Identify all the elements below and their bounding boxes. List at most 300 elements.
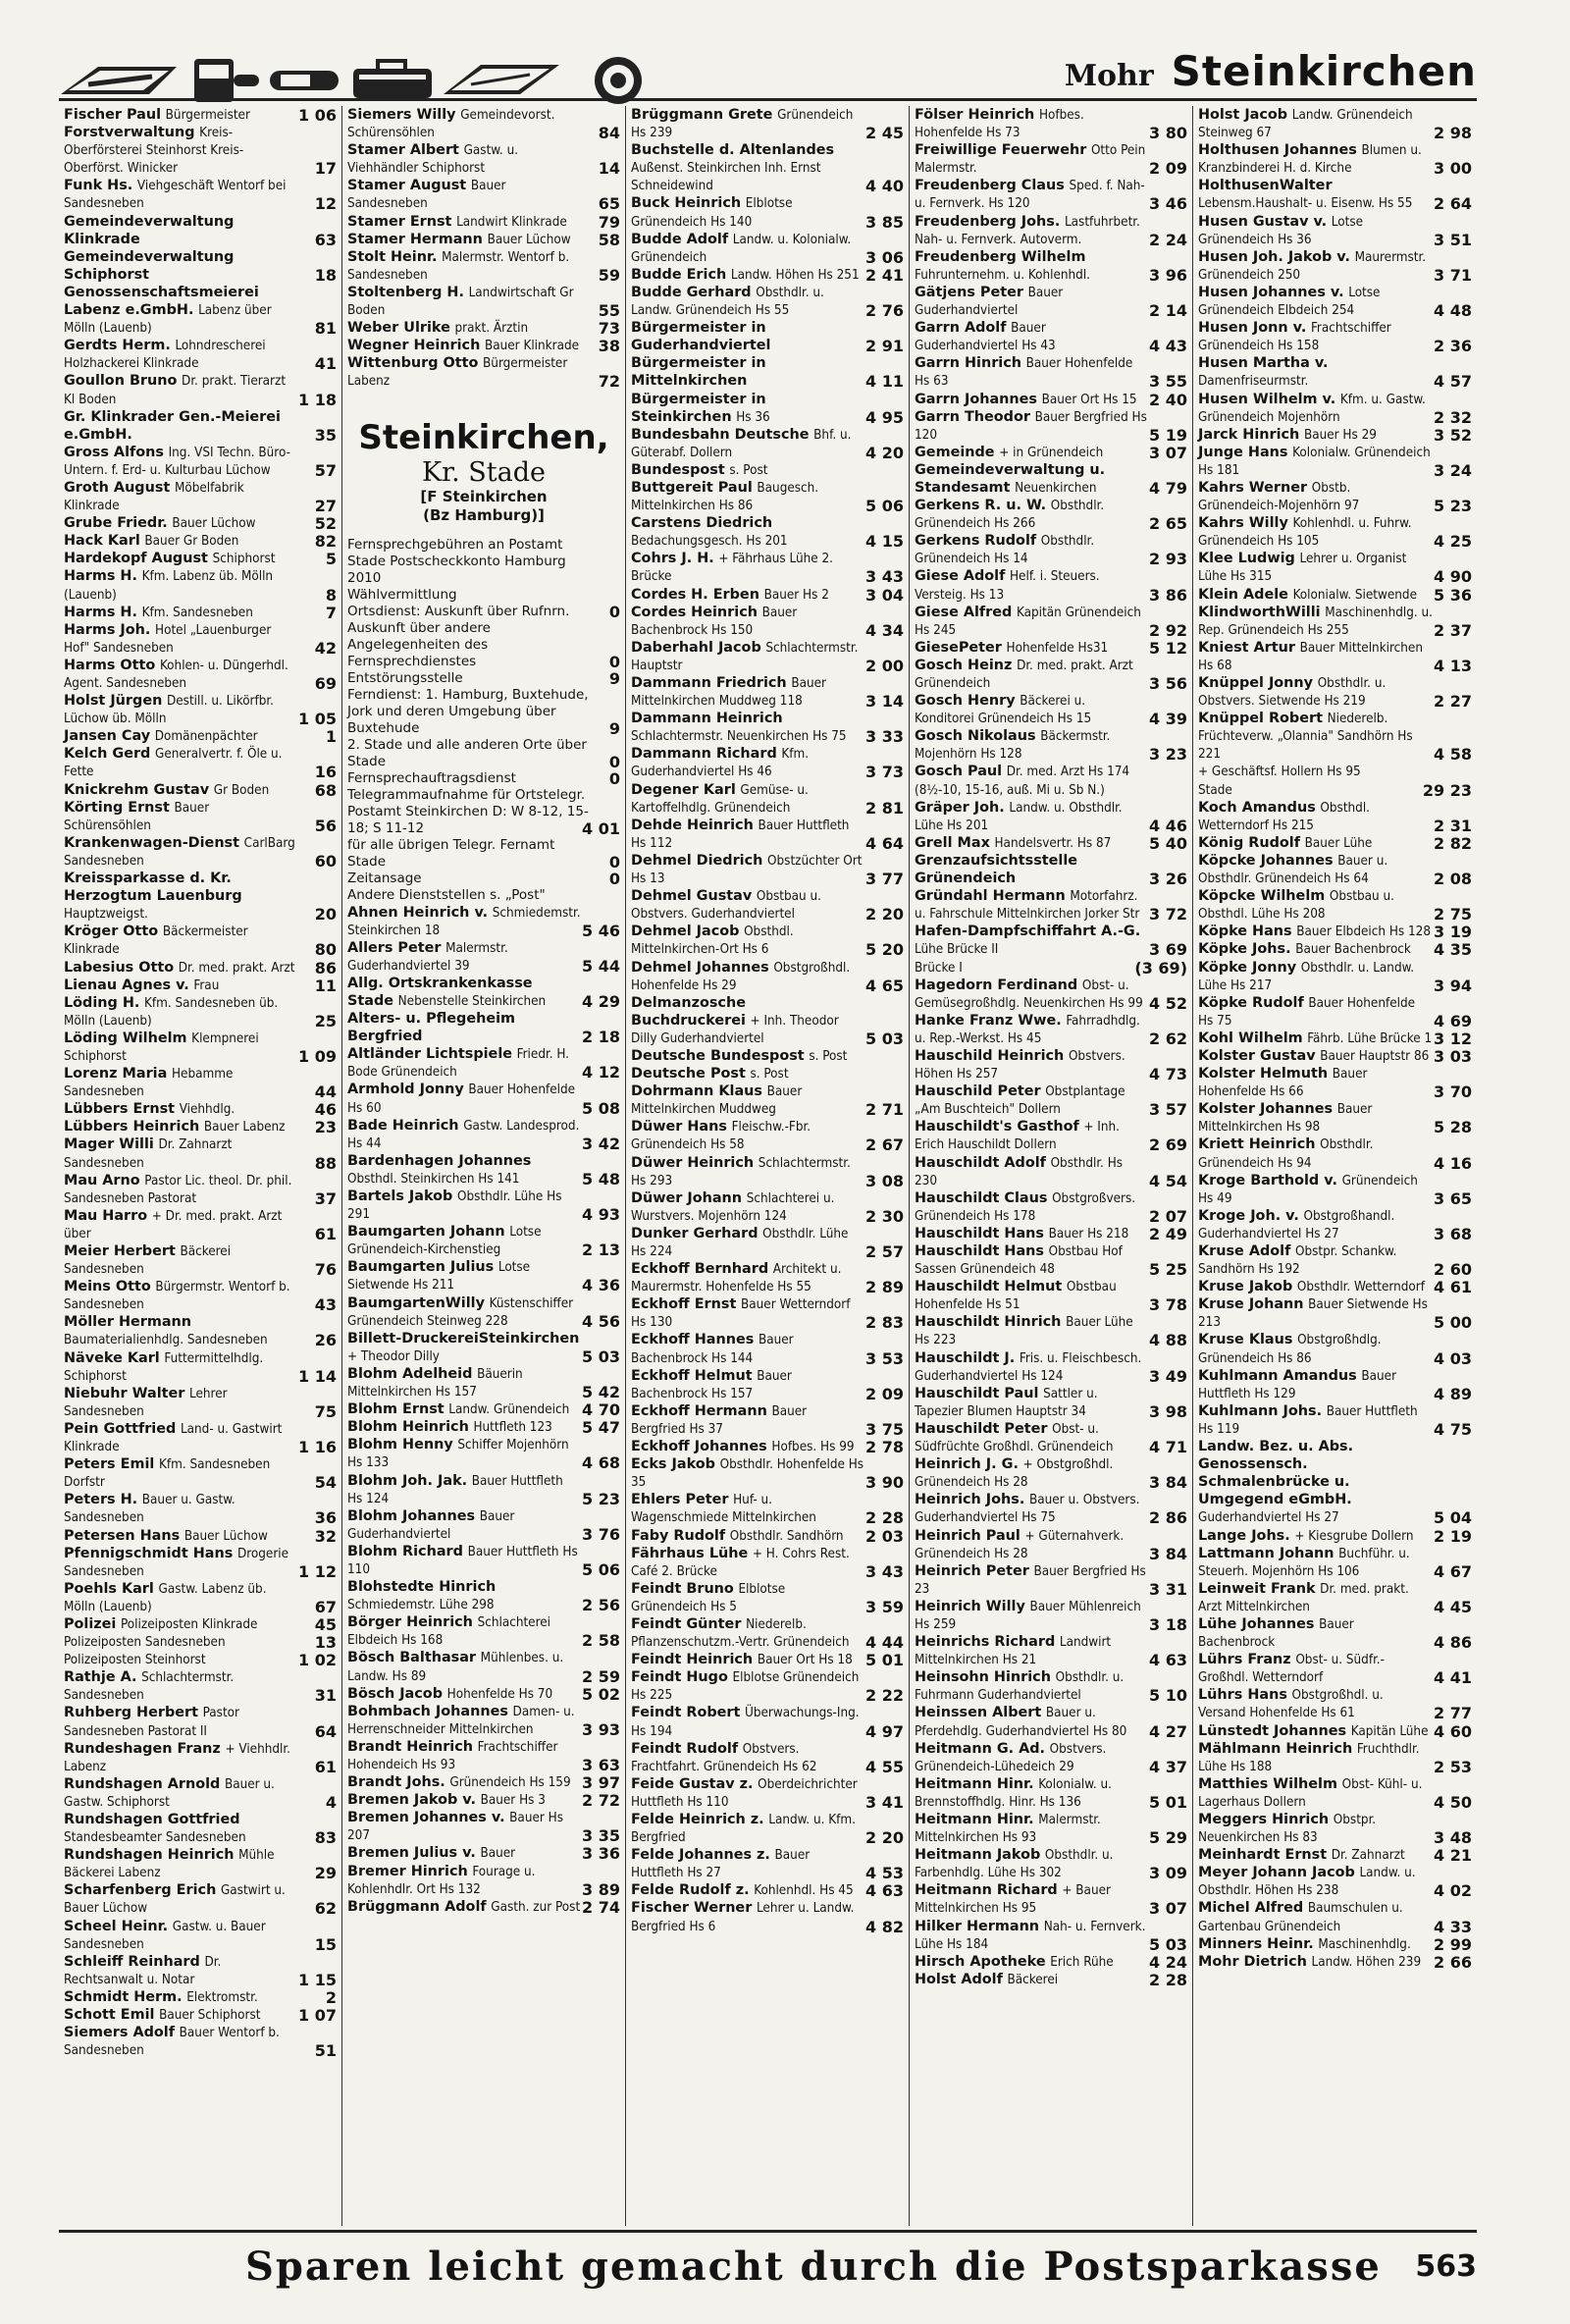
phone-number: 2 77 xyxy=(1434,1704,1472,1723)
entry-name: KlindworthWilli xyxy=(1198,604,1321,620)
directory-entry xyxy=(347,1330,620,1365)
entry-details: Schlachtermstr. Neuenkirchen Hs 75 xyxy=(631,729,847,745)
header-rule xyxy=(59,98,1477,101)
entry-name: Eckhoff Hermann xyxy=(631,1402,767,1419)
phone-number: 4 25 xyxy=(1434,532,1472,552)
entry-name: Heinrich Johs. xyxy=(915,1492,1025,1508)
entry-name: Hauschildt Hans xyxy=(915,1243,1044,1259)
phone-number: 2 19 xyxy=(1434,1526,1472,1546)
entry-name: Peters H. xyxy=(64,1492,138,1508)
phone-number: 2 69 xyxy=(1149,1136,1187,1155)
entry-details: Elblotse Grünendeich Hs 225 xyxy=(631,1670,860,1704)
directory-entry xyxy=(1198,141,1472,177)
entry-details: Kohlen- u. Düngerhdl. Agent. Sandesneben xyxy=(64,658,288,691)
directory-entry xyxy=(64,1136,337,1171)
directory-entry xyxy=(64,2006,337,2024)
column-5 xyxy=(1193,106,1477,2226)
phone-number: 45 xyxy=(314,1614,337,1634)
entry-details: Klempnerei Schiphorst xyxy=(64,1030,259,1064)
entry-name: Hauschild Peter xyxy=(915,1083,1041,1100)
service-info-text: Ortsdienst: Auskunft über Rufnrn. xyxy=(347,603,570,619)
directory-entry xyxy=(64,1030,337,1065)
entry-details: Lehrer u. Landw. Bergfried Hs 6 xyxy=(631,1901,855,1934)
directory-entry xyxy=(915,657,1187,692)
entry-name: Baumgarten Johann xyxy=(347,1224,505,1241)
entry-details: Bauer Hs 2 xyxy=(763,587,829,603)
directory-entry xyxy=(1198,1811,1472,1846)
entry-details: Bäckermstr. Mojenhörn Hs 128 xyxy=(915,729,1111,763)
phone-number: 3 00 xyxy=(1434,159,1472,179)
entry-details: Obstgroßvers. Grünendeich Hs 178 xyxy=(915,1190,1136,1224)
phone-number: 4 33 xyxy=(1434,1917,1472,1936)
phone-number: 4 21 xyxy=(1434,1846,1472,1866)
entry-name: Alters- u. Pflegeheim Bergfried xyxy=(347,1011,516,1045)
directory-entry xyxy=(64,1918,337,1953)
directory-entry xyxy=(347,106,620,141)
entry-name: Allers Peter xyxy=(347,939,442,956)
phone-number: 4 89 xyxy=(1434,1384,1472,1403)
entry-details: Bauer Huttfleth Hs 110 xyxy=(347,1544,578,1577)
entry-details: Brücke I xyxy=(915,960,963,976)
directory-entry xyxy=(631,1527,904,1545)
directory-entry xyxy=(347,284,620,319)
phone-number: 4 45 xyxy=(1434,1597,1472,1616)
directory-entry xyxy=(915,834,1187,852)
entry-name: Meggers Hinrich xyxy=(1198,1812,1330,1827)
directory-entry xyxy=(631,1899,904,1934)
entry-name: Degener Karl xyxy=(631,781,736,798)
entry-details: Nebenstelle Steinkirchen xyxy=(397,993,547,1009)
entry-name: Dehmel Jacob xyxy=(631,924,740,940)
entry-details: Bauer xyxy=(480,1846,516,1862)
entry-details: Neuenkirchen xyxy=(1015,480,1097,496)
phone-number: 3 41 xyxy=(865,1792,904,1812)
directory-entry xyxy=(1198,1935,1472,1953)
entry-details: + H. Cohrs Rest. Café 2. Brücke xyxy=(631,1546,850,1579)
phone-number: 73 xyxy=(598,319,620,339)
phone-number: 2 09 xyxy=(1149,159,1187,179)
directory-entry xyxy=(347,1117,620,1152)
entry-details: Hohenfelde Hs 70 xyxy=(446,1686,553,1702)
entry-details: Drogerie Sandesneben xyxy=(64,1546,289,1579)
entry-details: Dr. med. prakt. Arzt Mittelnkirchen xyxy=(1198,1581,1409,1614)
entry-name: Lattmann Johann xyxy=(1198,1545,1334,1561)
entry-details: Obsthdl. Steinkirchen Hs 141 xyxy=(347,1171,520,1187)
phone-number: 4 90 xyxy=(1434,567,1472,587)
entry-details: Bauer Mühlenreich Hs 259 xyxy=(915,1599,1141,1632)
running-head xyxy=(1065,47,1477,95)
directory-entry xyxy=(347,1773,620,1791)
phone-number: 4 34 xyxy=(865,620,904,640)
phone-number: 2 31 xyxy=(1434,816,1472,835)
phone-number: 61 xyxy=(314,1224,337,1243)
phone-number: 64 xyxy=(314,1721,337,1741)
entry-details: Obstgroßhdlg. Grünendeich Hs 86 xyxy=(1198,1333,1382,1366)
directory-entry xyxy=(631,391,904,426)
phone-number: 4 37 xyxy=(1149,1757,1187,1776)
entry-name: Feide Gustav z. xyxy=(631,1775,754,1792)
directory-entry xyxy=(347,141,620,177)
phone-number: 4 63 xyxy=(865,1881,904,1901)
entry-name: Gross Alfons xyxy=(64,444,164,460)
directory-entry xyxy=(631,1225,904,1260)
entry-name: Dammann Richard xyxy=(631,746,777,763)
phone-number: 2 41 xyxy=(865,265,904,285)
directory-entry xyxy=(631,887,904,923)
entry-details: Landwirtschaft Gr Boden xyxy=(347,285,574,319)
directory-entry xyxy=(915,1047,1187,1083)
entry-details: Polizeiposten Klinkrade xyxy=(121,1616,258,1632)
entry-details: Architekt u. Maurermstr. Hohenfelde Hs 55 xyxy=(631,1262,842,1295)
directory-entry xyxy=(915,639,1187,657)
phone-number: 3 84 xyxy=(1149,1544,1187,1563)
directory-entry xyxy=(1198,1100,1472,1136)
phone-number: 5 03 xyxy=(1149,1934,1187,1954)
directory-entry xyxy=(1198,1065,1472,1100)
entry-details: Obsthdlr. Grünendeich Hs 14 xyxy=(915,534,1095,567)
directory-entry xyxy=(347,319,620,337)
entry-name: Freiwillige Feuerwehr xyxy=(915,142,1087,159)
phone-number: 54 xyxy=(314,1473,337,1493)
phone-number: 2 30 xyxy=(865,1206,904,1226)
entry-name: Knickrehm Gustav xyxy=(64,781,210,798)
directory-entry xyxy=(1198,1527,1472,1545)
entry-details: Bauer Hs 29 xyxy=(1303,427,1377,443)
directory-entry xyxy=(64,444,337,479)
entry-details: Lotse Sietwende Hs 211 xyxy=(347,1260,531,1294)
directory-entry xyxy=(631,514,904,550)
entry-details: Bauer Hohenfelde Hs 66 xyxy=(1198,1067,1368,1100)
directory-entry xyxy=(347,904,620,939)
phone-number: 2 76 xyxy=(865,301,904,321)
phone-number: 56 xyxy=(314,816,337,835)
phone-number: 1 xyxy=(325,727,337,747)
directory-entry xyxy=(64,1172,337,1207)
entry-name: Hirsch Apotheke xyxy=(915,1953,1046,1970)
entry-details: Bauer Hs 207 xyxy=(347,1811,563,1844)
phone-number: 4 58 xyxy=(1434,745,1472,765)
phone-number: 5 xyxy=(325,550,337,569)
entry-name: Lührs Franz xyxy=(1198,1652,1291,1668)
directory-entry xyxy=(915,604,1187,639)
entry-details: Kfm. Guderhandviertel Hs 46 xyxy=(631,747,810,780)
entry-details: Schlachtermstr. Sandesneben xyxy=(64,1670,235,1704)
entry-name: Dohrmann Klaus xyxy=(631,1083,762,1100)
entry-name: Cordes H. Erben xyxy=(631,586,759,603)
phone-number: 2 82 xyxy=(1434,833,1472,853)
entry-details: Bedachungsgesch. Hs 201 xyxy=(631,534,788,550)
phone-number: 4 46 xyxy=(1149,816,1187,835)
service-info-line xyxy=(347,770,620,787)
directory-entry xyxy=(915,444,1187,461)
service-info-text: 2. Stade und alle anderen Orte über Stade xyxy=(347,736,587,769)
entry-details: Hs 36 xyxy=(736,409,770,425)
entry-name: Gerdts Herm. xyxy=(64,338,171,354)
directory-entry xyxy=(915,1313,1187,1348)
phone-number: 1 06 xyxy=(298,106,337,125)
entry-name: Dammann Heinrich xyxy=(631,711,783,727)
entry-name: Deutsche Post xyxy=(631,1066,746,1083)
entry-name: Grenzaufsichtsstelle Grünendeich xyxy=(915,852,1078,887)
entry-details: Bauer Lüchow xyxy=(487,232,571,247)
entry-details: Kolonialw. Sietwende xyxy=(1292,587,1417,603)
phone-number: 4 41 xyxy=(1434,1668,1472,1688)
logo-seal-icon xyxy=(595,57,642,104)
entry-name: Brüggmann Adolf xyxy=(347,1898,487,1915)
entry-name: Heitmann Hinr. xyxy=(915,1812,1034,1827)
directory-entry xyxy=(631,1438,904,1455)
directory-entry xyxy=(631,586,904,604)
phone-number: 2 93 xyxy=(1149,550,1187,569)
entry-name: Husen Wilhelm v. xyxy=(1198,391,1336,407)
directory-entry xyxy=(64,1455,337,1491)
directory-entry xyxy=(347,213,620,231)
phone-number: 4 65 xyxy=(865,976,904,995)
entry-details: Obstzüchter Ort Hs 13 xyxy=(631,853,863,887)
entry-name: Mager Willi xyxy=(64,1136,154,1153)
directory-entry xyxy=(631,550,904,585)
entry-details: Bauer Guderhandviertel xyxy=(915,285,1064,319)
directory-entry xyxy=(1198,710,1472,763)
directory-entry xyxy=(631,1154,904,1189)
entry-details: Lohndrescherei Holzhackerei Klinkrade xyxy=(64,339,266,372)
phone-number: 3 86 xyxy=(1149,585,1187,605)
service-info-text: Fernsprechauftragsdienst xyxy=(347,769,516,786)
entry-details: Bauer Lühe xyxy=(1304,835,1373,851)
phone-number: 2 20 xyxy=(865,1828,904,1848)
entry-details: prakt. Ärztin xyxy=(454,321,529,337)
directory-entry xyxy=(1198,1740,1472,1775)
directory-entry xyxy=(347,1258,620,1294)
phone-number: 43 xyxy=(314,1295,337,1315)
entry-details: s. Post xyxy=(729,462,768,478)
entry-name: Grell Max xyxy=(915,834,990,851)
directory-entry xyxy=(347,1738,620,1773)
entry-details: Landw. Grünendeich Steinweg 67 xyxy=(1198,108,1413,141)
entry-name: Bürgermeister in Mittelnkirchen xyxy=(631,355,766,390)
entry-name: Klee Ludwig xyxy=(1198,551,1295,567)
phone-number: 5 47 xyxy=(582,1418,620,1438)
entry-name: Bartels Jakob xyxy=(347,1188,453,1204)
phone-number: 2 66 xyxy=(1434,1952,1472,1972)
entry-name: Bade Heinrich xyxy=(347,1117,459,1134)
entry-details: Gastwirt u. Bauer Lüchow xyxy=(64,1883,286,1917)
phone-number: 3 48 xyxy=(1434,1828,1472,1848)
entry-details: Bauer u. Pferdehdlg. Guderhandviertel Hs 80 xyxy=(915,1706,1127,1739)
directory-entry xyxy=(64,248,337,284)
directory-entry xyxy=(1198,106,1472,141)
directory-entry xyxy=(631,994,904,1047)
directory-entry xyxy=(915,567,1187,603)
entry-details: Gastw. u. Bauer Sandesneben xyxy=(64,1919,266,1952)
directory-entry xyxy=(1198,248,1472,284)
phone-number: 2 67 xyxy=(865,1136,904,1155)
directory-entry xyxy=(64,1651,337,1668)
entry-name: Koch Amandus xyxy=(1198,799,1316,816)
entry-details: Bäuerin Mittelnkirchen Hs 157 xyxy=(347,1366,523,1400)
entry-details: Kapitän Lühe xyxy=(1350,1723,1429,1739)
entry-name: Bremen Johannes v. xyxy=(347,1810,505,1826)
phone-number: 2 24 xyxy=(1149,230,1187,249)
entry-name: Eckhoff Hannes xyxy=(631,1332,755,1348)
directory-entry xyxy=(631,817,904,852)
entry-details: Obstvers. Frachtfahrt. Grünendeich Hs 62 xyxy=(631,1741,817,1774)
directory-entry xyxy=(64,657,337,692)
directory-entry xyxy=(915,923,1187,958)
phone-number: 3 63 xyxy=(582,1756,620,1774)
phone-number: 3 42 xyxy=(582,1134,620,1153)
directory-entry xyxy=(347,1365,620,1400)
entry-name: Hauschildt Paul xyxy=(915,1385,1039,1401)
phone-number: 4 63 xyxy=(1149,1651,1187,1670)
entry-details: Labenz über Mölln (Lauenb) xyxy=(64,303,272,337)
phone-number: 2 57 xyxy=(865,1242,904,1261)
directory-entry xyxy=(915,852,1187,887)
directory-entry xyxy=(64,604,337,621)
entry-name: Holst Adolf xyxy=(915,1971,1003,1987)
directory-entry xyxy=(915,1740,1187,1775)
directory-entry xyxy=(915,1598,1187,1633)
directory-entry xyxy=(64,727,337,745)
phone-number: 2 32 xyxy=(1434,407,1472,427)
directory-entry xyxy=(347,1844,620,1862)
directory-entry xyxy=(915,141,1187,177)
entry-name: Krankenwagen-Dienst xyxy=(64,834,240,851)
directory-entry xyxy=(64,745,337,780)
entry-name: Heitmann Jakob xyxy=(915,1847,1041,1864)
entry-name: Hilker Hermann xyxy=(915,1918,1040,1934)
directory-entry xyxy=(1198,1295,1472,1331)
phone-number: 4 20 xyxy=(865,443,904,462)
directory-entry xyxy=(915,408,1187,444)
directory-entry xyxy=(347,1045,620,1081)
entry-name: Bösch Balthasar xyxy=(347,1650,477,1666)
directory-entry xyxy=(64,177,337,212)
directory-entry xyxy=(64,1313,337,1348)
entry-details: Schmiedemstr. Steinkirchen 18 xyxy=(347,905,581,938)
directory-entry xyxy=(347,1809,620,1844)
directory-entry xyxy=(915,1704,1187,1739)
directory-entry xyxy=(1198,586,1472,604)
directory-entry xyxy=(915,284,1187,319)
entry-name: Gätjens Peter xyxy=(915,284,1023,300)
entry-name: Meinhardt Ernst xyxy=(1198,1847,1328,1864)
entry-details: Elblotse Grünendeich Hs 5 xyxy=(631,1581,786,1614)
entry-name: Freudenberg Johs. xyxy=(915,213,1061,230)
phone-number: 79 xyxy=(598,212,620,232)
phone-number: 8 xyxy=(325,585,337,605)
entry-name: Baumgarten Julius xyxy=(347,1259,495,1276)
directory-entry xyxy=(915,1918,1187,1953)
phone-number: 29 23 xyxy=(1422,780,1472,800)
phone-number: 2 08 xyxy=(1434,870,1472,889)
section-postal-note: (Bz Hamburg)] xyxy=(423,505,545,524)
phone-number: 5 48 xyxy=(582,1169,620,1188)
entry-name: Feindt Bruno xyxy=(631,1580,734,1597)
entry-name: Rundeshagen Franz xyxy=(64,1740,221,1757)
entry-name: Fischer Werner xyxy=(631,1900,753,1917)
directory-entry xyxy=(631,1491,904,1526)
entry-details: Obsthdl. Wetterndorf Hs 215 xyxy=(1198,800,1371,833)
entry-details: Landw. Grünendeich xyxy=(448,1402,570,1418)
entry-details: + Theodor Dilly xyxy=(347,1348,440,1364)
directory-entry xyxy=(64,1740,337,1775)
entry-details: Damenfriseurmstr. xyxy=(1198,374,1309,390)
phone-number: 4 54 xyxy=(1149,1171,1187,1190)
entry-name: Schleiff Reinhard xyxy=(64,1953,200,1970)
entry-details: Bauer Schiphorst xyxy=(159,2008,261,2024)
entry-details: Bauer Labenz xyxy=(203,1120,286,1136)
entry-details: Küstenschiffer Grünendeich Steinweg 228 xyxy=(347,1295,574,1329)
entry-name: Köpke Jonny xyxy=(1198,959,1297,976)
column-2 xyxy=(342,106,626,2226)
entry-name: Feindt Rudolf xyxy=(631,1740,739,1757)
phone-number: 3 49 xyxy=(1149,1366,1187,1386)
entry-details: Baumschulen u. Gartenbau Grünendeich xyxy=(1198,1901,1403,1934)
service-info-line xyxy=(347,737,620,770)
phone-number: 2 36 xyxy=(1434,337,1472,356)
entry-name: Labesius Otto xyxy=(64,959,175,976)
phone-number: 2 99 xyxy=(1434,1934,1472,1954)
phone-number: 5 46 xyxy=(582,921,620,940)
phone-number: 46 xyxy=(314,1100,337,1120)
entry-details: Bauer Wetterndorf Hs 130 xyxy=(631,1297,851,1331)
directory-entry xyxy=(64,532,337,550)
directory-entry xyxy=(64,994,337,1030)
entry-name: Ehlers Peter xyxy=(631,1492,729,1508)
phone-number: 4 16 xyxy=(1434,1153,1472,1173)
phone-number: 4 03 xyxy=(1434,1348,1472,1368)
phone-number: 3 59 xyxy=(865,1597,904,1616)
entry-details: Lotse Grünendeich Hs 36 xyxy=(1198,214,1364,247)
directory-entry xyxy=(1198,319,1472,354)
pencil-icon xyxy=(61,67,177,94)
phone-number: 4 73 xyxy=(1149,1065,1187,1084)
entry-details: Dr. Zahnarzt Sandesneben xyxy=(64,1137,233,1171)
directory-entry xyxy=(631,1615,904,1651)
entry-details: Bauer Huttfleth Hs 27 xyxy=(631,1848,811,1881)
phone-number: 2 13 xyxy=(582,1241,620,1260)
entry-details: Bauer Bergfried Hs 120 xyxy=(915,409,1147,443)
entry-name: Blohm Heinrich xyxy=(347,1419,469,1436)
service-info-text: Auskunft über andere Angelegenheiten des Fernsprechdienstes xyxy=(347,619,491,669)
phone-number: 7 xyxy=(325,603,337,622)
service-info-line xyxy=(347,604,620,620)
entry-name: Husen Joh. Jakob v. xyxy=(1198,248,1350,265)
entry-details: Stade xyxy=(1198,782,1232,798)
entry-name: Düwer Johann xyxy=(631,1189,743,1206)
directory-entry xyxy=(915,213,1187,248)
entry-name: Delmanzosche Buchdruckerei xyxy=(631,994,746,1029)
entry-name: Fährhaus Lühe xyxy=(631,1545,749,1561)
entry-details: Obsthdlr. Grünendeich Hs 266 xyxy=(915,499,1105,532)
entry-details: Elblotse Grünendeich Hs 140 xyxy=(631,196,793,230)
entry-name: Eckhoff Johannes xyxy=(631,1439,767,1455)
directory-entry xyxy=(347,1543,620,1578)
directory-entry xyxy=(64,408,337,444)
entry-details: Bauer Hohenfelde Hs 63 xyxy=(915,356,1133,390)
entry-details: Malermstr. Mittelnkirchen Hs 93 xyxy=(915,1813,1101,1846)
entry-name: Köpcke Johannes xyxy=(1198,852,1334,869)
directory-entry xyxy=(1198,1367,1472,1402)
entry-name: Kohl Wilhelm xyxy=(1198,1030,1303,1046)
entry-name: Budde Gerhard xyxy=(631,284,752,300)
phone-number: 35 xyxy=(314,425,337,445)
service-info-line xyxy=(347,537,620,587)
directory-entry xyxy=(64,977,337,994)
phone-number: 3 06 xyxy=(865,247,904,267)
entry-details: Schlachterei Elbdeich Hs 168 xyxy=(347,1615,551,1649)
